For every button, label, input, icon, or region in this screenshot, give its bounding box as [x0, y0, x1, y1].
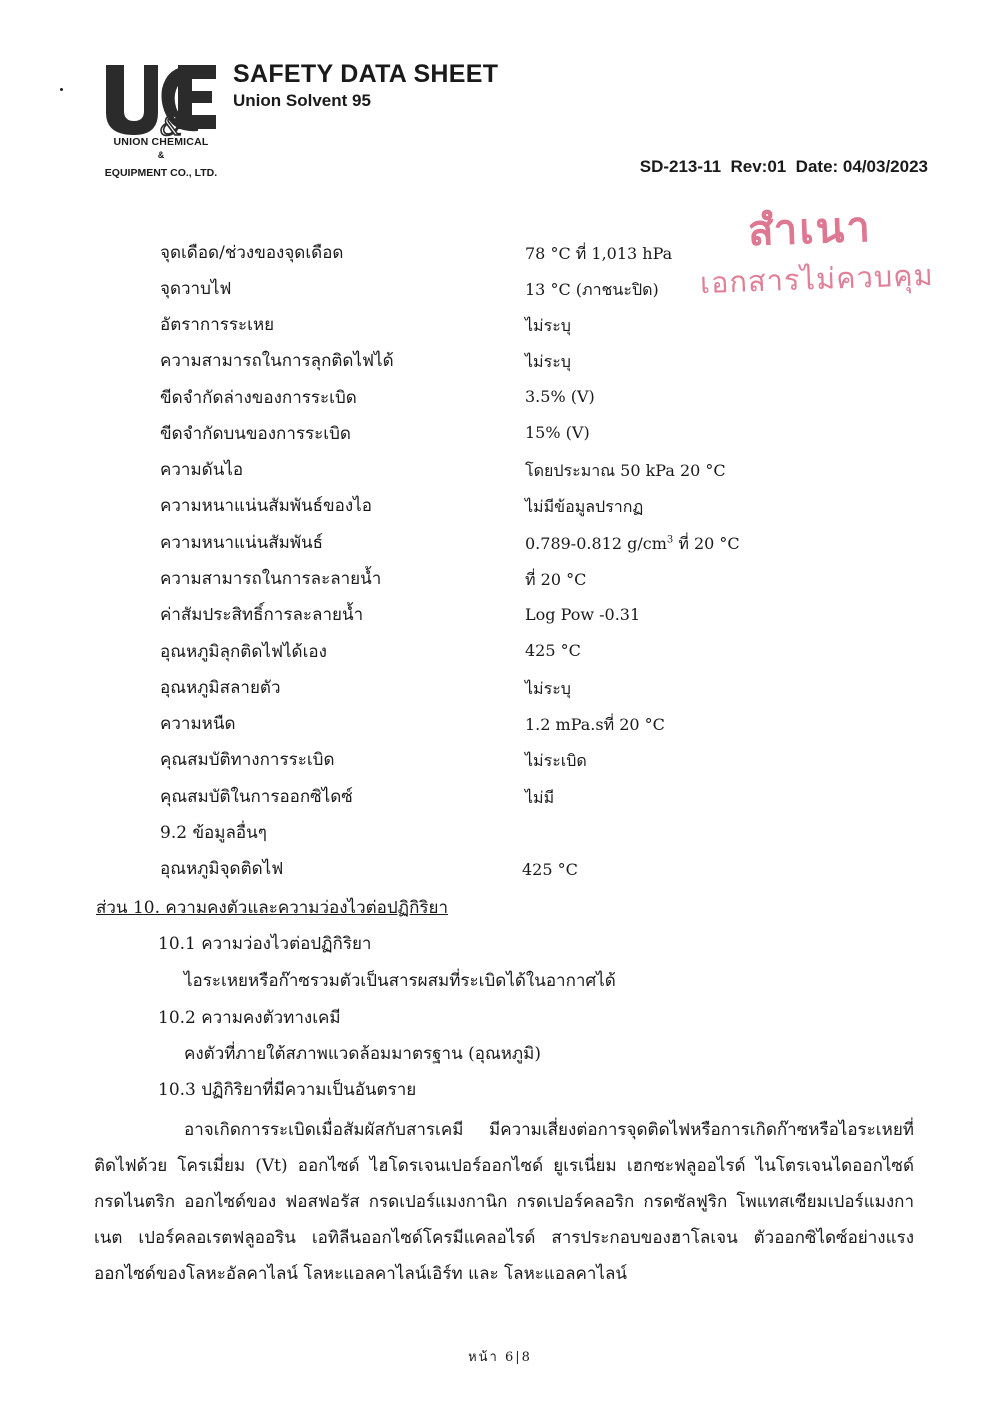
company-logo [104, 63, 218, 183]
property-value: 425 °C [525, 641, 581, 660]
density-value: 0.789-0.812 g/cm [525, 534, 667, 553]
property-label: ความสามารถในการลุกติดไฟได้ [160, 351, 394, 371]
property-value: Log Pow -0.31 [525, 605, 641, 624]
product-name: Union Solvent 95 [233, 91, 371, 110]
property-label: ความสามารถในการละลายน้ำ [160, 569, 382, 589]
document-title: SAFETY DATA SHEET [233, 60, 499, 88]
property-label: ความหนาแน่นสัมพันธ์ของไอ [160, 496, 372, 516]
copy-stamp: สำเนา [747, 201, 873, 256]
subsection-10-3-text: อาจเกิดการระเบิดเมื่อสัมผัสกับสารเคมี มีความเสี่ยงต่อการจุดติดไฟหรือการเกิดก๊าซหรือไอระเหยที่ติดไฟด้วย โครเมี่ยม (Vt) ออกไซด์ ไฮโดรเจนเปอร์ออกไซด์ ยูเรเนี่ยม เฮกซะฟลูออไรด์ ไนโตรเจนไดออกไซด์ กรดไนตริก ออกไซด์ของ ฟอสฟอรัส กรดเปอร์แมงกานิก กรดเปอร์คลอริก กรดซัลฟูริก โพแทสเซียมเปอร์แมงกาเนต เปอร์คลอเรตฟลูออริน เอทิลีนออกไซด์โครมีแคลอไรด์ สารประกอบของฮาโลเจน ตัวออกซิไดซ์อย่างแรง ออกไซด์ของโลหะอัลคาไลน์ โลหะแอลคาไลน์เอิร์ท และ โลหะแอลคาไลน์ [94, 1120, 914, 1284]
property-label: ความหนืด [160, 714, 236, 734]
property-value: ไม่มีข้อมูลปรากฏ [525, 497, 644, 516]
property-label: อัตราการระเหย [160, 315, 275, 335]
property-value: ไม่ระเบิด [525, 751, 587, 770]
property-value: 425 °C [522, 860, 578, 879]
logo-company-line2: EQUIPMENT CO., LTD. [104, 167, 218, 179]
section-10-title: ส่วน 10. ความคงตัวและความว่องไวต่อปฏิกิริยา [96, 898, 449, 918]
uncontrolled-document-stamp: เอกสารไม่ควบคุม [699, 257, 935, 301]
property-value: 78 °C ที่ 1,013 hPa [525, 244, 673, 263]
document-reference: SD-213-11 Rev:01 Date: 04/03/2023 [639, 157, 928, 176]
property-value: ที่ 20 °C [525, 570, 587, 589]
property-value: 3.5% (V) [525, 387, 595, 406]
property-value [525, 532, 740, 557]
subsection-10-1-text: ไอระเหยหรือก๊าซรวมตัวเป็นสารผสมที่ระเบิดได้ในอากาศได้ [184, 971, 616, 991]
logo-ampersand: & [157, 150, 165, 160]
property-label: อุณหภูมิจุดติดไฟ [160, 859, 284, 879]
property-label: ค่าสัมประสิทธิ์การละลายน้ำ [160, 605, 364, 625]
property-label: คุณสมบัติทางการระเบิด [160, 750, 335, 770]
subsection-10-1-heading: 10.1 ความว่องไวต่อปฏิกิริยา [158, 934, 372, 954]
scan-speck [60, 88, 63, 91]
svg-text:&: & [160, 112, 184, 142]
property-label: ความดันไอ [160, 460, 244, 480]
subsection-10-2-heading: 10.2 ความคงตัวทางเคมี [158, 1008, 341, 1028]
property-value: 15% (V) [525, 423, 590, 442]
property-value: ไม่มี [525, 788, 555, 807]
density-condition: ที่ 20 °C [673, 534, 740, 553]
property-label: คุณสมบัติในการออกซิไดซ์ [160, 787, 353, 807]
property-label: ขีดจำกัดล่างของการระเบิด [160, 388, 357, 408]
property-label: อุณหภูมิลุกติดไฟได้เอง [160, 642, 327, 662]
subsection-9-2-heading: 9.2 ข้อมูลอื่นๆ [160, 823, 267, 843]
property-value: 13 °C (ภาชนะปิด) [525, 280, 659, 299]
property-label: จุดเดือด/ช่วงของจุดเดือด [160, 243, 344, 263]
property-label: อุณหภูมิสลายตัว [160, 678, 281, 698]
subsection-10-3-heading: 10.3 ปฏิกิริยาที่มีความเป็นอันตราย [158, 1080, 417, 1100]
page-number: หน้า 6|8 [468, 1350, 532, 1365]
property-label: จุดวาบไฟ [160, 279, 232, 299]
subsection-10-2-text: คงตัวที่ภายใต้สภาพแวดล้อมมาตรฐาน (อุณหภูมิ) [184, 1044, 541, 1064]
density-unit-exponent: 3 [666, 534, 674, 546]
property-value: ไม่ระบุ [525, 316, 571, 335]
property-label: ขีดจำกัดบนของการระเบิด [160, 424, 351, 444]
property-label: ความหนาแน่นสัมพันธ์ [160, 533, 324, 553]
property-value: ไม่ระบุ [525, 679, 571, 698]
property-value: ไม่ระบุ [525, 352, 571, 371]
property-value: โดยประมาณ 50 kPa 20 °C [525, 461, 726, 480]
logo-company-line1: UNION CHEMICAL [113, 136, 209, 148]
property-value: 1.2 mPa.sที่ 20 °C [525, 715, 665, 734]
